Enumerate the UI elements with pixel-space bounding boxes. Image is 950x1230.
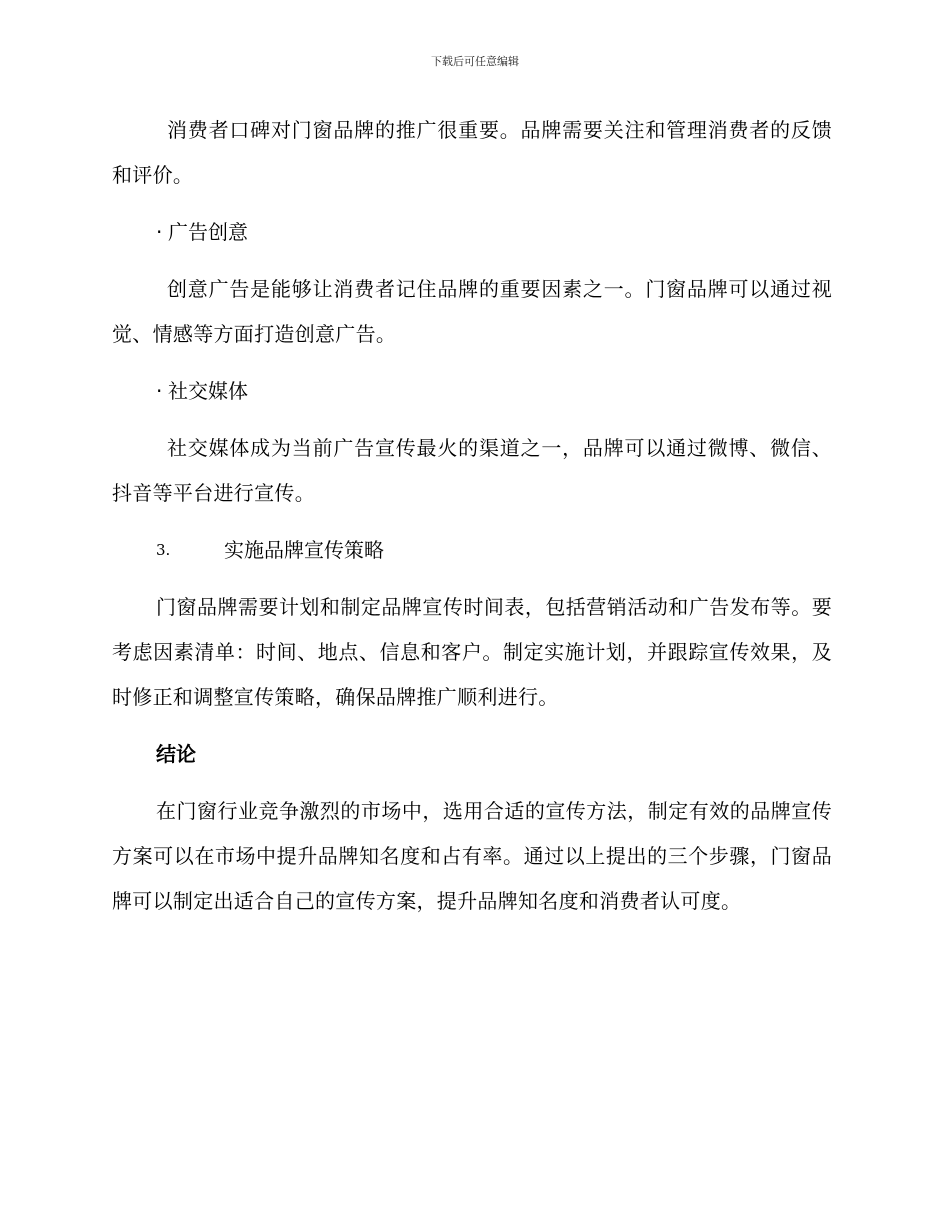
numbered-heading-title: 实施品牌宣传策略 bbox=[224, 538, 384, 562]
paragraph-implementation: 门窗品牌需要计划和制定品牌宣传时间表，包括营销活动和广告发布等。要考虑因素清单：时间、地点、信息和客户。制定实施计划，并跟踪宣传效果，及时修正和调整宣传策略，确保品牌推广顺利进行。 bbox=[112, 595, 832, 709]
list-number: 3. bbox=[156, 541, 171, 559]
bullet-item-social-media bbox=[156, 369, 832, 414]
bullet-item-ad-creativity bbox=[156, 210, 832, 255]
bullet-label: 广告创意 bbox=[168, 220, 248, 244]
paragraph-ad-creativity: 创意广告是能够让消费者记住品牌的重要因素之一。门窗品牌可以通过视觉、情感等方面打造创意广告。 bbox=[112, 277, 832, 346]
numbered-heading-implement-strategy bbox=[156, 528, 832, 573]
bullet-marker: · bbox=[156, 220, 163, 244]
section-heading-conclusion: 结论 bbox=[156, 742, 196, 766]
bullet-marker: · bbox=[156, 379, 163, 403]
page-header: 下载后可任意编辑 bbox=[431, 55, 519, 68]
paragraph-word-of-mouth: 消费者口碑对门窗品牌的推广很重要。品牌需要关注和管理消费者的反馈和评价。 bbox=[112, 118, 832, 187]
document-body bbox=[112, 108, 832, 936]
paragraph-social-media: 社交媒体成为当前广告宣传最火的渠道之一，品牌可以通过微博、微信、抖音等平台进行宣传。 bbox=[112, 436, 832, 505]
bullet-label: 社交媒体 bbox=[168, 379, 248, 403]
paragraph-conclusion: 在门窗行业竞争激烈的市场中，选用合适的宣传方法，制定有效的品牌宣传方案可以在市场中提升品牌知名度和占有率。通过以上提出的三个步骤，门窗品牌可以制定出适合自己的宣传方案，提升品牌知名度和消费者认可度。 bbox=[112, 799, 832, 913]
